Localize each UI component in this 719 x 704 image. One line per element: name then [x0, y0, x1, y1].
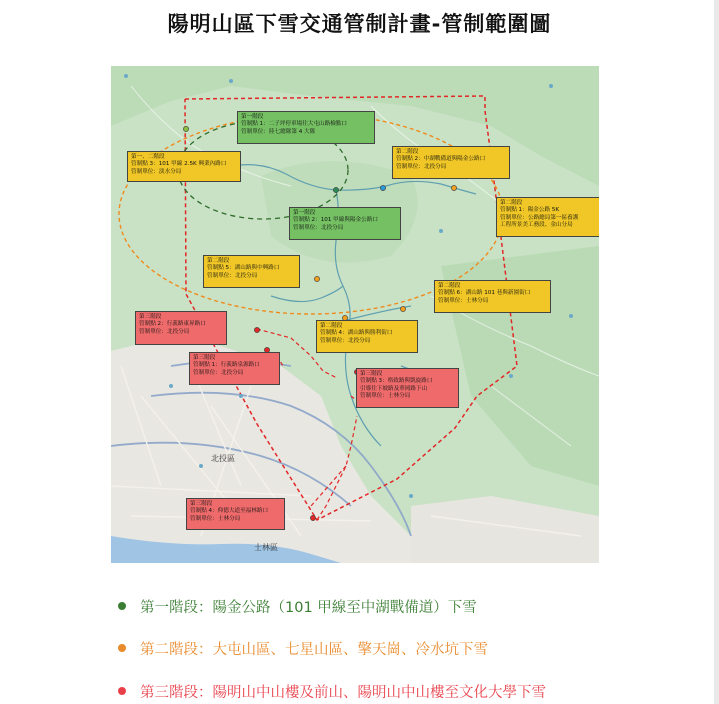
- checkpoint-unit: 管制單位：陸七總隊第 4 大隊: [241, 128, 316, 135]
- checkpoint-stage: 第三階段: [360, 371, 383, 377]
- legend-text: 第二階段：大屯山區、七星山區、擎天崗、冷水坑下雪: [140, 642, 488, 658]
- control-area-map[interactable]: [111, 66, 599, 563]
- checkpoint-location: 管制點 4：湖山路與勝利街口: [320, 330, 393, 337]
- checkpoint-location: 管制點 5：湖山路與中興路口: [207, 265, 280, 272]
- checkpoint-unit: 管制單位：士林分局: [438, 297, 489, 304]
- checkpoint-unit: 管制單位：北投分局: [396, 163, 447, 170]
- legend-item-stage1: [118, 596, 477, 617]
- legend-text: 第一階段：陽金公路（101 甲線至中湖戰備道）下雪: [140, 600, 477, 616]
- checkpoint-stage: 第一階段: [241, 114, 264, 120]
- checkpoint-location: 管制點 1：二子坪停車場往大屯山路檢點口: [241, 121, 348, 128]
- checkpoint-unit: 管制單位：淡水分局: [131, 168, 182, 175]
- checkpoint-unit: 管制單位：北投分局: [139, 328, 190, 335]
- checkpoint-label-stage2-5: [203, 255, 300, 288]
- checkpoint-unit: 管制單位：公路總局第一區養護: [500, 214, 579, 221]
- checkpoint-label-stage1-1: [237, 111, 375, 144]
- legend-dot-icon: [118, 644, 126, 652]
- checkpoint-guidance: 引導往下坡路及華岡路下山: [360, 385, 428, 392]
- checkpoint-unit: 管制單位：北投分局: [193, 369, 244, 376]
- checkpoint-location: 管制點 4：仰德大道至福林路口: [190, 508, 269, 515]
- checkpoint-unit-extra: 工程所景美工務段、金山分局: [500, 222, 573, 229]
- checkpoint-location: 管制點 2：中湖戰備道與陽金公路口: [396, 156, 486, 163]
- checkpoint-unit: 管制單位：士林分局: [190, 515, 241, 522]
- checkpoint-stage: 第二階段: [500, 200, 523, 206]
- checkpoint-stage: 第三階段: [193, 355, 216, 361]
- checkpoint-location: 管制點 1：陽金公路 5K: [500, 207, 560, 214]
- checkpoint-location: 管制點 3：101 甲線 2.5K 興業內路口: [131, 161, 227, 168]
- checkpoint-label-stage2-1: [496, 197, 599, 237]
- checkpoint-label-stage3-3: [356, 368, 459, 408]
- checkpoint-unit: 管制單位：北投分局: [207, 272, 258, 279]
- checkpoint-label-stage3-2: [135, 311, 227, 345]
- legend-dot-icon: [118, 687, 126, 695]
- checkpoint-stage: 第二階段: [438, 283, 461, 289]
- legend-item-stage3: [118, 681, 546, 702]
- legend-item-stage2: [118, 638, 488, 659]
- checkpoint-label-stage3-1: [189, 352, 280, 385]
- checkpoint-stage: 第二階段: [207, 258, 230, 264]
- checkpoint-location: 管制點 1：行義路泉源路口: [193, 362, 260, 369]
- place-shilin: 士林區: [254, 543, 278, 552]
- checkpoint-label-stage2-6: [434, 280, 551, 313]
- checkpoint-unit: 管制單位：北投分局: [293, 224, 344, 231]
- checkpoint-stage: 第二階段: [320, 323, 343, 329]
- checkpoint-unit: 管制單位：士林分局: [360, 393, 411, 400]
- checkpoint-stage: 第三階段: [139, 314, 162, 320]
- checkpoint-stage: 第二階段: [396, 149, 419, 155]
- checkpoint-label-stage3-4: [186, 498, 285, 530]
- legend-text: 第三階段：陽明山中山樓及前山、陽明山中山樓至文化大學下雪: [140, 685, 546, 701]
- checkpoint-unit: 管制單位：北投分局: [320, 337, 371, 344]
- checkpoint-label-stage1-2: [289, 207, 401, 240]
- checkpoint-stage: 第三階段: [190, 501, 213, 507]
- checkpoint-label-stage2-4: [316, 320, 418, 353]
- checkpoint-location: 管制點 6：湖山路 101 巷與新園街口: [438, 290, 531, 297]
- place-beitou: 北投區: [211, 454, 235, 463]
- checkpoint-label-stage2-2: [392, 146, 510, 179]
- checkpoint-location: 管制點 2：行義路東昇路口: [139, 321, 206, 328]
- legend-dot-icon: [118, 602, 126, 610]
- checkpoint-label-stage1-3: [127, 151, 241, 182]
- page-title: 陽明山區下雪交通管制計畫-管制範圍圖: [167, 12, 552, 36]
- checkpoint-location: 管制點 2：101 甲線與陽金公路口: [293, 217, 378, 224]
- checkpoint-location: 管制點 3：格致路與凱旋路口: [360, 378, 433, 385]
- scrollbar-track[interactable]: [714, 0, 719, 704]
- checkpoint-stage: 第一、二階段: [131, 154, 165, 160]
- checkpoint-stage: 第一階段: [293, 210, 316, 216]
